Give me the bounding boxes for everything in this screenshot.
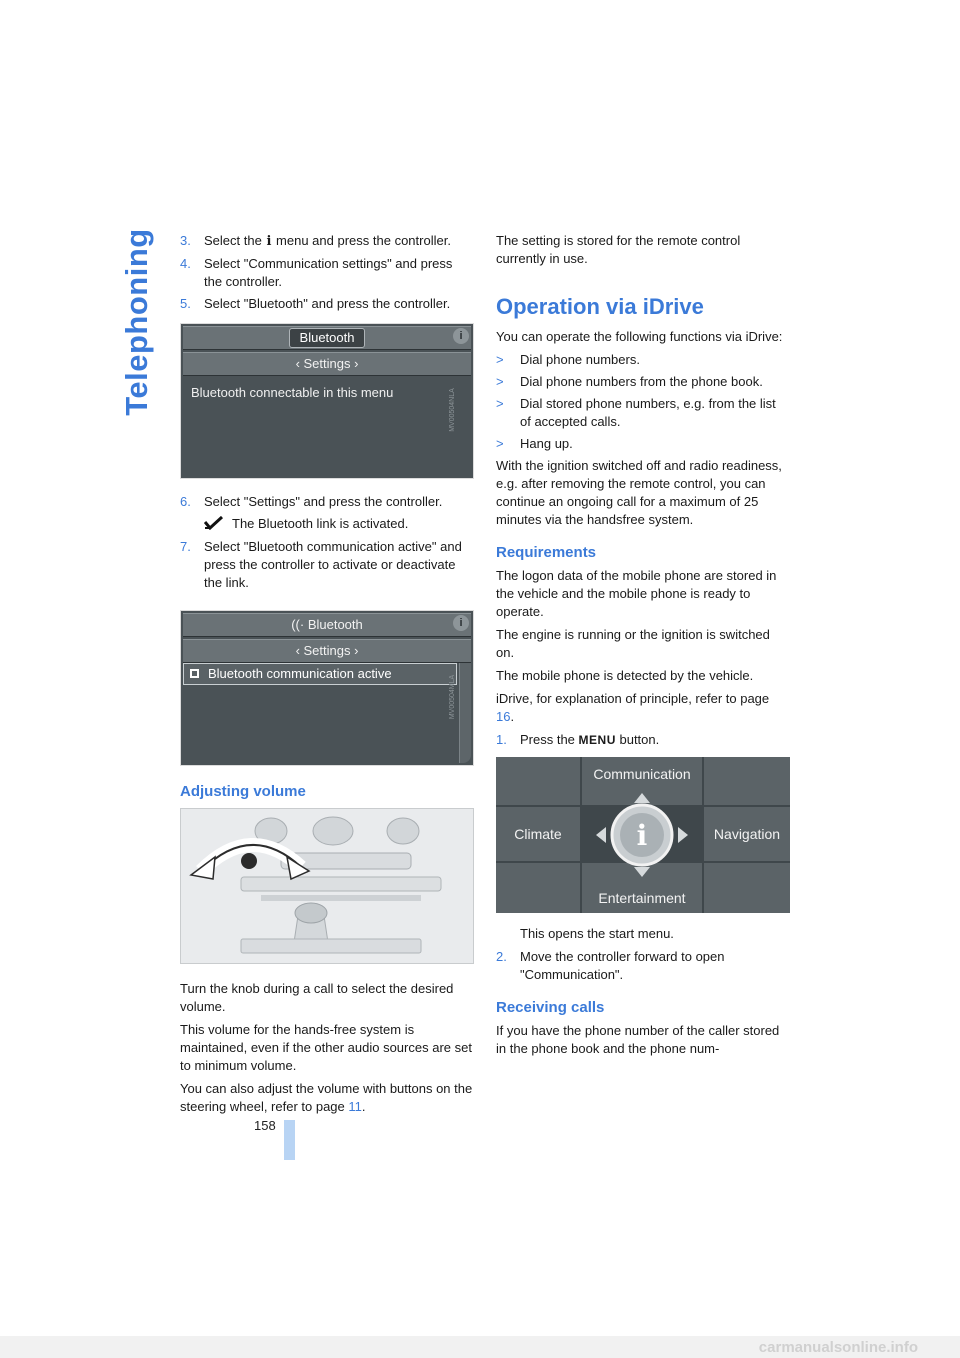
step-6-note: The Bluetooth link is activated. xyxy=(180,515,474,533)
step-3: 3. Select the i menu and press the controller. xyxy=(180,233,451,249)
screen-line: Bluetooth connectable in this menu xyxy=(191,385,394,400)
opens-start-menu-note: This opens the start menu. xyxy=(520,926,674,941)
info-icon: i xyxy=(453,615,469,631)
bluetooth-communication-item[interactable]: Bluetooth communication active xyxy=(183,663,457,685)
left-column xyxy=(180,232,474,1121)
controller-icon xyxy=(592,787,692,883)
checkbox-icon xyxy=(190,669,199,678)
step-5: 5. Select "Bluetooth" and press the controller. xyxy=(180,296,451,311)
screen-header xyxy=(183,326,471,350)
paragraph: iDrive, for explanation of principle, refer to page 16. xyxy=(496,691,770,724)
heading-receiving-calls: Receiving calls xyxy=(496,999,605,1016)
step-4: 4. Select "Communication settings" and press the controller. xyxy=(180,256,453,289)
bullet-item: > Dial phone numbers. xyxy=(496,352,640,367)
climate-item[interactable]: Climate xyxy=(496,807,580,861)
right-column xyxy=(496,232,790,1063)
paragraph: With the ignition switched off and radio readiness, e.g. after removing the remote control, you can continue an ongoing call for a maximum of 25 minutes via the handsfree system. xyxy=(496,458,782,527)
svg-text:i: i xyxy=(636,819,648,852)
figure-code: MV00504NLA xyxy=(449,388,457,432)
settings-subtab[interactable]: ‹ Settings › xyxy=(183,352,471,376)
menu-corner xyxy=(496,757,580,805)
step-1: 1. Press the MENU button. xyxy=(496,732,660,747)
figure-code: MV00504MLA xyxy=(448,674,456,720)
menu-button-label: MENU xyxy=(578,733,616,747)
paragraph: The logon data of the mobile phone are stored in the vehicle and the mobile phone is ready to operate. xyxy=(496,568,777,619)
paragraph: If you have the phone number of the caller stored in the phone book and the phone num- xyxy=(496,1023,780,1056)
paragraph: You can also adjust the volume with buttons on the steering wheel, refer to page 11. xyxy=(180,1081,473,1114)
settings-subtab[interactable]: ‹ Settings › xyxy=(183,639,471,663)
menu-corner xyxy=(704,757,790,805)
info-icon: i xyxy=(453,328,469,344)
entertainment-item[interactable]: Entertainment xyxy=(582,863,702,913)
paragraph: The engine is running or the ignition is switched on. xyxy=(496,627,770,660)
bullet-item: > Dial phone numbers from the phone book. xyxy=(496,374,763,389)
navigation-item[interactable]: Navigation xyxy=(704,807,790,861)
bluetooth-tab[interactable]: Bluetooth xyxy=(289,328,366,348)
paragraph: You can operate the following functions via iDrive: xyxy=(496,329,783,344)
communication-item[interactable]: Communication xyxy=(582,757,702,805)
page-link-16[interactable]: 16 xyxy=(496,709,511,724)
step-7: 7. Select "Bluetooth communication active" and press the controller to activate or deactivate the link. xyxy=(180,539,462,590)
menu-corner xyxy=(496,863,580,913)
checkmark-icon xyxy=(204,516,230,530)
screen-header: ((· Bluetooth xyxy=(183,613,471,637)
bullet-item: > Dial stored phone numbers, e.g. from the list of accepted calls. xyxy=(496,396,776,429)
volume-knob-figure xyxy=(180,808,474,964)
step-2: 2. Move the controller forward to open "Communication". xyxy=(496,949,725,982)
heading-requirements: Requirements xyxy=(496,544,597,561)
paragraph: This volume for the hands-free system is maintained, even if the other audio sources are set to minimum volume. xyxy=(180,1022,472,1073)
bullet-item: > Hang up. xyxy=(496,436,573,451)
heading-adjusting-volume: Adjusting volume xyxy=(180,783,306,800)
info-icon: i xyxy=(266,234,272,249)
paragraph: The mobile phone is detected by the vehicle. xyxy=(496,668,754,683)
bluetooth-screen xyxy=(180,323,474,479)
paragraph: The setting is stored for the remote control currently in use. xyxy=(496,233,741,266)
dashboard-illustration xyxy=(181,809,474,964)
step-6: 6. Select "Settings" and press the controller. xyxy=(180,494,443,509)
page-link-11[interactable]: 11 xyxy=(348,1099,362,1114)
start-menu-screen xyxy=(496,757,790,913)
page-marker-bar xyxy=(284,1120,295,1160)
volume-knob xyxy=(241,853,257,869)
bluetooth-settings-screen xyxy=(180,610,474,766)
heading-operation-via-idrive: Operation via iDrive xyxy=(496,294,704,319)
paragraph: Turn the knob during a call to select the desired volume. xyxy=(180,981,454,1014)
watermark-bar xyxy=(0,1336,960,1358)
section-tab: Telephoning xyxy=(119,228,154,416)
page-number: 158 xyxy=(254,1118,276,1133)
watermark-text: carmanualsonline.info xyxy=(758,1339,918,1356)
menu-corner xyxy=(704,863,790,913)
